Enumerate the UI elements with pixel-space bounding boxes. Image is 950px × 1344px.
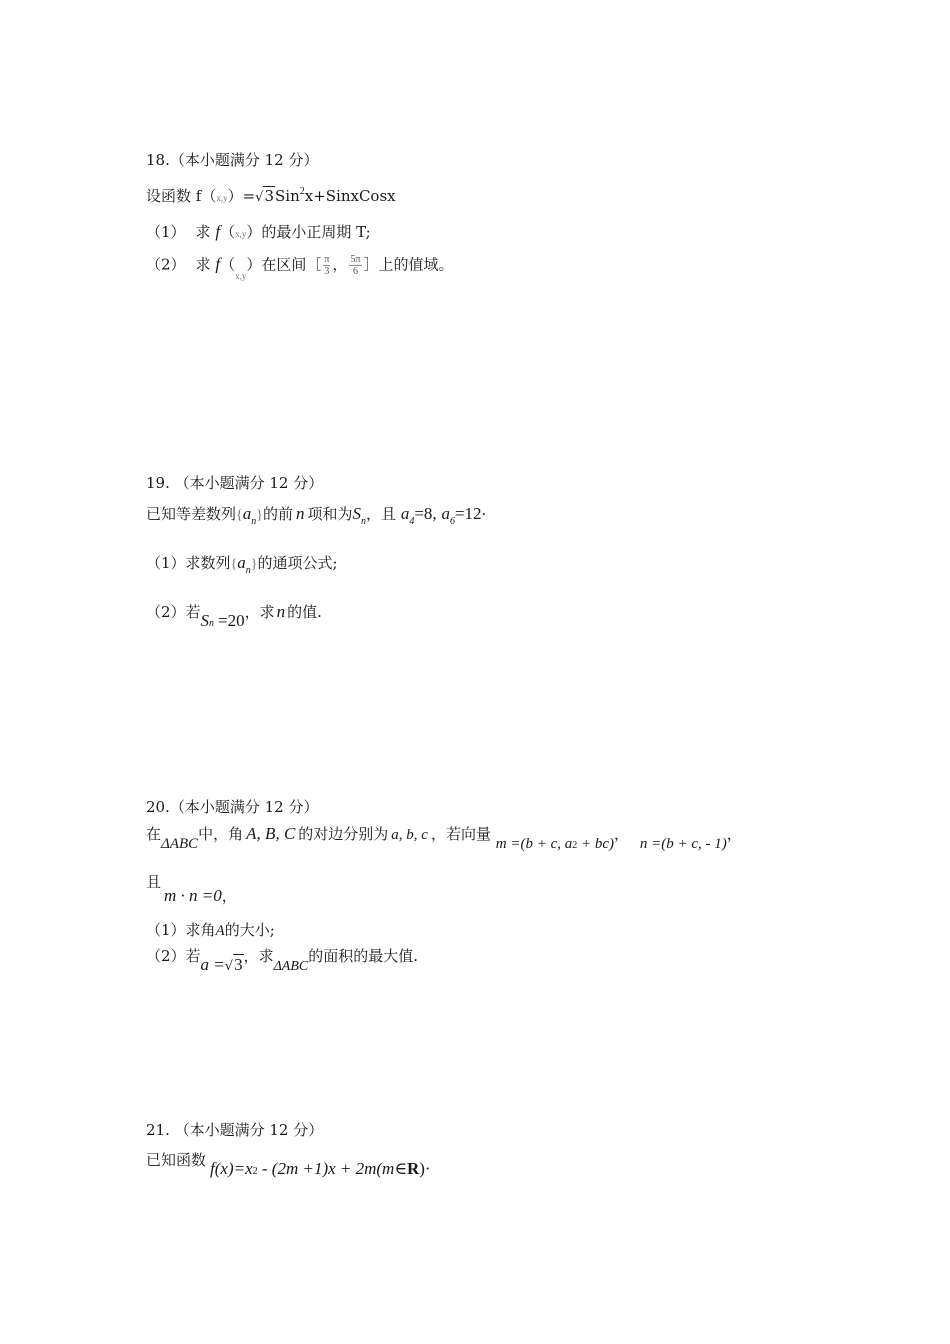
- q18-p2-f: f: [215, 254, 221, 274]
- q19-a6: a: [441, 504, 450, 523]
- q19-a: a: [242, 504, 252, 523]
- sqrt-icon: √: [224, 959, 234, 974]
- q18-p2-suffix: ］上的值域。: [363, 255, 454, 274]
- q21-heading: 21. （本小题满分 12 分）: [146, 1121, 324, 1139]
- q18-p2-mid: ）在区间［: [246, 255, 322, 274]
- q18-frac2: $\frac{5\pi}{6}$: [350, 254, 361, 277]
- q20-part1: （1）求角A的大小;: [146, 921, 275, 939]
- q18-sq: 2: [299, 186, 305, 197]
- q20-heading: 20.（本小题满分 12 分）: [146, 798, 319, 816]
- q20-dotprod: m · n =0，: [164, 886, 237, 905]
- q19-S: S: [352, 504, 362, 523]
- q18-part2: （2） 求 $f(_{x,y})$在区间［ $\frac{\pi}{3}$ ， $\frac{5\pi}{6}$ ］上的值域。: [146, 254, 454, 281]
- q19-n: n: [296, 504, 305, 523]
- q20-part2: （2）若a =√3，求ΔABC的面积的最大值.: [146, 947, 419, 974]
- q19-intro-prefix: 已知等差数列: [146, 505, 237, 523]
- q18-xy: x,y: [216, 193, 228, 203]
- q21-intro: 已知函数 $f(x)=x_2 - (2m +1)x$ + 2m(m∈R)·: [146, 1151, 431, 1178]
- q18-intro-prefix: 设函数 f（: [146, 187, 217, 205]
- q19-heading: 19. （本小题满分 12 分）: [146, 474, 324, 492]
- q19-intro: 已知等差数列$\{a_n\}$的前 n 项和为$S_n$，且 $a_4=8$, $a_6=12\cdot$: [146, 504, 487, 527]
- q18-intro-mid: ）=: [227, 187, 256, 205]
- q18-frac1: $\frac{\pi}{3}$: [324, 254, 330, 277]
- q18-p1-xy: x,y: [235, 229, 247, 239]
- q18-p1-label: （1）: [146, 223, 186, 241]
- q18-sqrt3: 3: [264, 187, 274, 205]
- q18-sin: Sin: [275, 187, 300, 205]
- q18-intro: [146, 186, 396, 209]
- q18-comma: ，: [332, 255, 348, 274]
- q18-rest: x+SinxCosx: [304, 187, 396, 205]
- q18-p1-f: f: [215, 222, 221, 241]
- q19-part2: （2）若$S_n =20$，求 n 的值.: [146, 602, 322, 630]
- q18-p2-label: （2）: [146, 255, 186, 274]
- q20-and: 且: [146, 873, 162, 891]
- q19-part1: （1）求数列$\{a_n\}$的通项公式;: [146, 553, 338, 576]
- q18-p1-suffix: ）的最小正周期 T;: [246, 223, 371, 241]
- q18-p1-prefix: 求: [195, 223, 211, 241]
- q18-p2-xy: x,y: [235, 270, 247, 281]
- q20-triangle: ΔABC: [161, 836, 199, 852]
- sqrt-icon: √: [255, 190, 264, 205]
- q20-intro: 在ΔABC中，角 A, B, C 的对边分别为 a, b, c ，若向量 m =(b + c, $a_2 + bc$)， n =(b + c, - 1)，: [146, 824, 742, 852]
- q18-part1: （1） 求 f（x,y）的最小正周期 T;: [146, 222, 371, 241]
- q19-a4: a: [400, 504, 410, 523]
- q18-p2-prefix: 求: [195, 255, 211, 274]
- q18-heading: 18.（本小题满分 12 分）: [146, 151, 319, 169]
